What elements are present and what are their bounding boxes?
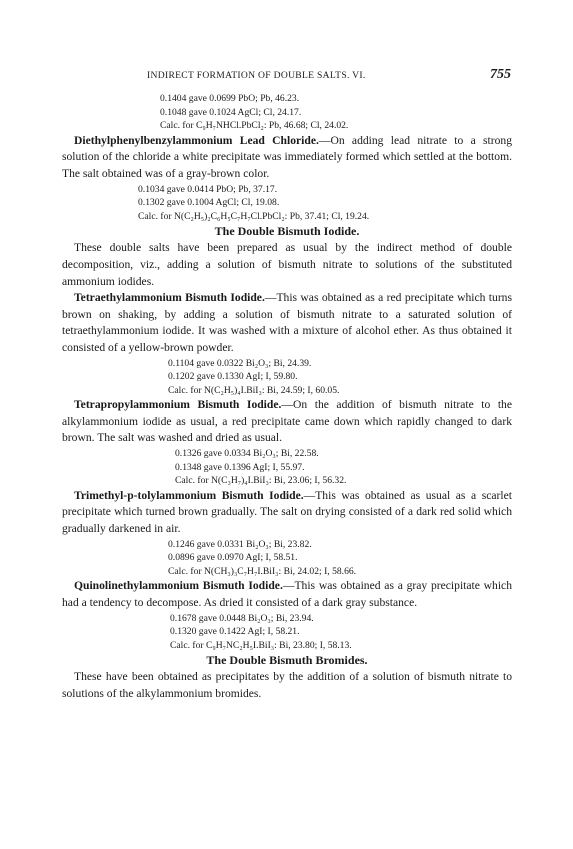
paragraph-intro xyxy=(62,240,512,290)
analysis-line: 0.1302 gave 0.1004 AgCl; Cl, 19.08. xyxy=(138,197,280,209)
paragraph-tetraethyl xyxy=(62,290,512,356)
running-title: INDIRECT FORMATION OF DOUBLE SALTS. VI. xyxy=(147,70,366,81)
analysis-line: Calc. for N(C₂H₅)₄I.BiI₃: Bi, 24.59; I, 60.05. xyxy=(168,384,340,396)
analysis-line: Calc. for N(C₃H₇)₄I.BiI₃: Bi, 23.06; I, 56.32. xyxy=(175,475,347,487)
analysis-line: 0.1104 gave 0.0322 Bi₂O₃; Bi, 24.39. xyxy=(168,357,312,369)
compound-heading: Diethylphenylbenzylammonium Lead Chloride. xyxy=(74,133,319,147)
analysis-line: 0.1320 gave 0.1422 AgI; I, 58.21. xyxy=(170,626,300,638)
paragraph-text: —This was obtained as a gray precipitate which had a tendency to decompose. As dried it consisted of a dark gray substance. xyxy=(62,579,512,609)
paragraph-diethylphenylbenzyl xyxy=(62,133,512,183)
analysis-line: Calc. for N(C₂H₅)₂C₆H₅C₇H₇Cl.PbCl₂: Pb, 37.41; Cl, 19.24. xyxy=(138,210,370,222)
compound-heading: Tetrapropylammonium Bismuth Iodide. xyxy=(74,398,282,412)
paragraph-tetrapropyl xyxy=(62,397,512,447)
paragraph-trimethyl-tolyl xyxy=(62,488,512,538)
article-body xyxy=(62,92,512,703)
analysis-line: 0.1326 gave 0.0334 Bi₂O₃; Bi, 22.58. xyxy=(175,448,319,460)
analysis-line: 0.1246 gave 0.0331 Bi₂O₃; Bi, 23.82. xyxy=(168,538,312,550)
paragraph-text: These double salts have been prepared as usual by the indirect method of double decomposition, viz., adding a solution of bismuth nitrate to solutions of the substituted ammonium iodides. xyxy=(62,241,512,288)
section-heading: The Double Bismuth Iodide. xyxy=(214,224,360,239)
paragraph-text: These have been obtained as precipitates by the addition of a solution of bismuth nitrate to solutions of the alkylammonium bromides. xyxy=(62,670,512,700)
compound-heading: Trimethyl-p-tolylammonium Bismuth Iodide. xyxy=(74,488,304,502)
analysis-line: 0.1404 gave 0.0699 PbO; Pb, 46.23. xyxy=(160,93,300,104)
compound-heading: Quinolinethylammonium Bismuth Iodide. xyxy=(74,579,283,593)
analysis-line: Calc. for C₉H₇NHCl.PbCl₂: Pb, 46.68; Cl, 24.02. xyxy=(160,120,349,132)
paragraph-text: —This was obtained as usual as a scarlet precipitate which turned brown gradually. The salt on drying consisted of a dark red solid which gradually darkened in air. xyxy=(62,488,512,536)
page-number: 755 xyxy=(490,67,511,82)
paragraph-quinolinethyl xyxy=(62,578,512,611)
analysis-line: Calc. for C₉H₇NC₂H₅I.BiI₃: Bi, 23.80; I, 58.13. xyxy=(170,639,352,651)
paragraph-text: —On the addition of bismuth nitrate to the alkylammonium iodide as usual, a red precipitate came down which rapidly changed to dark brown. The salt was washed and dried as usual. xyxy=(62,398,512,445)
analysis-line: 0.0896 gave 0.0970 AgI; I, 58.51. xyxy=(168,552,298,564)
compound-heading: Tetraethylammonium Bismuth Iodide. xyxy=(74,291,265,305)
paragraph-text: —This was obtained as a red precipitate which turns brown on shaking, by adding a solution of bismuth nitrate to a saturated solution of tetraethylammonium iodide. It was washed with a mixture of alcohol ether. As thus obtained it consisted of a yellow-brown powder. xyxy=(62,291,512,354)
analysis-line: 0.1034 gave 0.0414 PbO; Pb, 37.17. xyxy=(138,183,278,195)
analysis-line: 0.1348 gave 0.1396 AgI; I, 55.97. xyxy=(175,461,305,473)
running-header xyxy=(62,67,511,86)
analysis-line: 0.1048 gave 0.1024 AgCl; Cl, 24.17. xyxy=(160,106,302,118)
paragraph-bromides xyxy=(62,669,512,702)
analysis-line: 0.1202 gave 0.1330 AgI; I, 59.80. xyxy=(168,371,298,383)
section-heading: The Double Bismuth Bromides. xyxy=(206,653,368,668)
paragraph-text: —On adding lead nitrate to a strong solution of the chloride a white precipitate was immediately formed which settled at the bottom. The salt obtained was of a gray-brown color. xyxy=(62,133,512,180)
analysis-line: 0.1678 gave 0.0448 Bi₂O₃; Bi, 23.94. xyxy=(170,612,314,624)
analysis-line: Calc. for N(CH₃)₃C₇H₇I.BiI₃: Bi, 24.02; I, 58.66. xyxy=(168,565,357,577)
